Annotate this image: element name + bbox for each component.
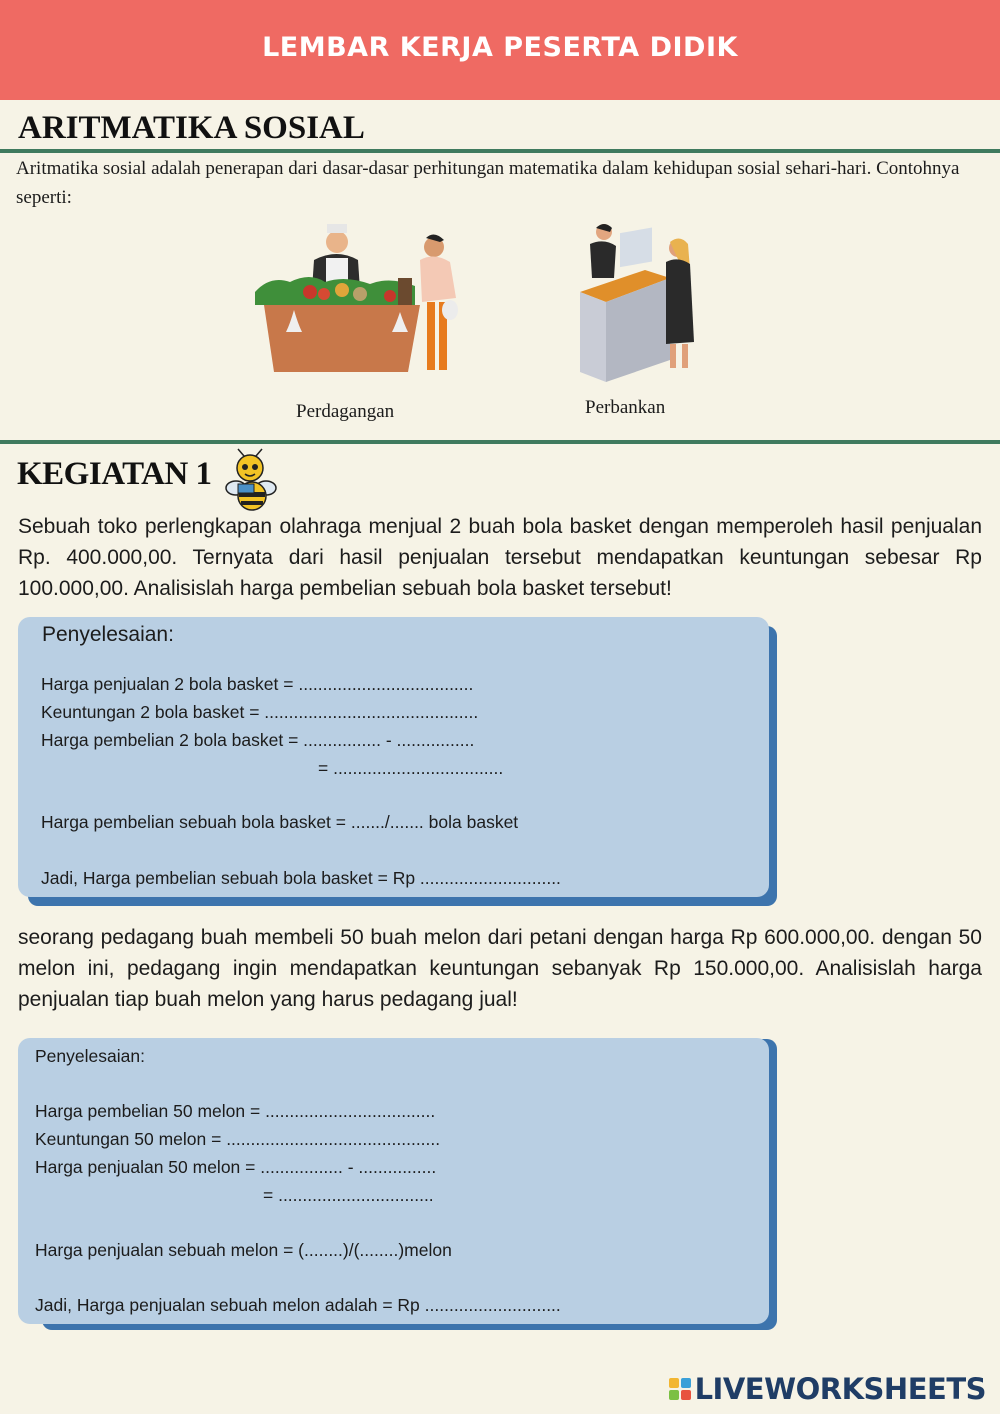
solution-line[interactable]: Keuntungan 2 bola basket = ............................................: [41, 702, 479, 722]
bank-illustration: [570, 222, 710, 387]
solution-box-1: [18, 617, 769, 897]
solution-line[interactable]: Harga pembelian sebuah bola basket = ......./....... bola basket: [41, 812, 519, 832]
caption-perbankan: Perbankan: [585, 397, 666, 418]
bee-icon: [220, 448, 280, 514]
page-header: [0, 0, 1000, 100]
solution-line[interactable]: Keuntungan 50 melon = ............................................: [35, 1129, 441, 1149]
solution-line[interactable]: Jadi, Harga penjualan sebuah melon adalah = Rp ............................: [35, 1295, 561, 1315]
solution-line[interactable]: Harga penjualan 2 bola basket = ....................................: [41, 674, 474, 694]
vendor-illustration: [250, 220, 470, 385]
section-title-kegiatan: KEGIATAN 1: [17, 456, 212, 492]
liveworksheets-logo-icon: [669, 1378, 691, 1400]
caption-perdagangan: Perdagangan: [296, 401, 395, 422]
solution-heading: Penyelesaian:: [35, 1046, 145, 1066]
solution-line[interactable]: Harga pembelian 2 bola basket = ................ - ................: [41, 730, 475, 750]
section-title-aritmatika: ARITMATIKA SOSIAL: [18, 110, 365, 146]
solution-line[interactable]: Harga penjualan 50 melon = ................. - ................: [35, 1157, 437, 1177]
solution-line[interactable]: Harga pembelian 50 melon = ...................................: [35, 1101, 436, 1121]
problem-1-text: Sebuah toko perlengkapan olahraga menjual 2 buah bola basket dengan memperoleh hasil penjualan Rp. 400.000,00. Ternyata dari hasil penjualan tersebut mendapatkan keuntungan sebesar Rp 100.000,00. Analisislah harga pembelian sebuah bola basket tersebut!: [18, 515, 982, 600]
divider: [0, 440, 1000, 444]
divider: [0, 149, 1000, 153]
intro-text: Aritmatika sosial adalah penerapan dari dasar-dasar perhitungan matematika dalam kehidupan sosial sehari-hari. Contohnya seperti:: [16, 158, 960, 208]
liveworksheets-logo[interactable]: [669, 1372, 986, 1406]
solution-heading: Penyelesaian:: [42, 623, 174, 646]
solution-line[interactable]: Jadi, Harga pembelian sebuah bola basket = Rp .............................: [41, 868, 561, 888]
page-title: LEMBAR KERJA PESERTA DIDIK: [262, 32, 738, 63]
solution-box-2: [18, 1038, 769, 1324]
problem-2-text: seorang pedagang buah membeli 50 buah melon dari petani dengan harga Rp 600.000,00. dengan 50 melon ini, pedagang ingin mendapatkan keuntungan sebanyak Rp 150.000,00. Analisislah harga penjualan tiap buah melon yang harus pedagang jual!: [18, 926, 982, 1011]
solution-line[interactable]: Harga penjualan sebuah melon = (........)/(........)melon: [35, 1240, 452, 1260]
solution-line[interactable]: = ...................................: [318, 758, 504, 778]
solution-line[interactable]: = ................................: [263, 1185, 434, 1205]
liveworksheets-brand: LIVEWORKSHEETS: [694, 1372, 986, 1406]
